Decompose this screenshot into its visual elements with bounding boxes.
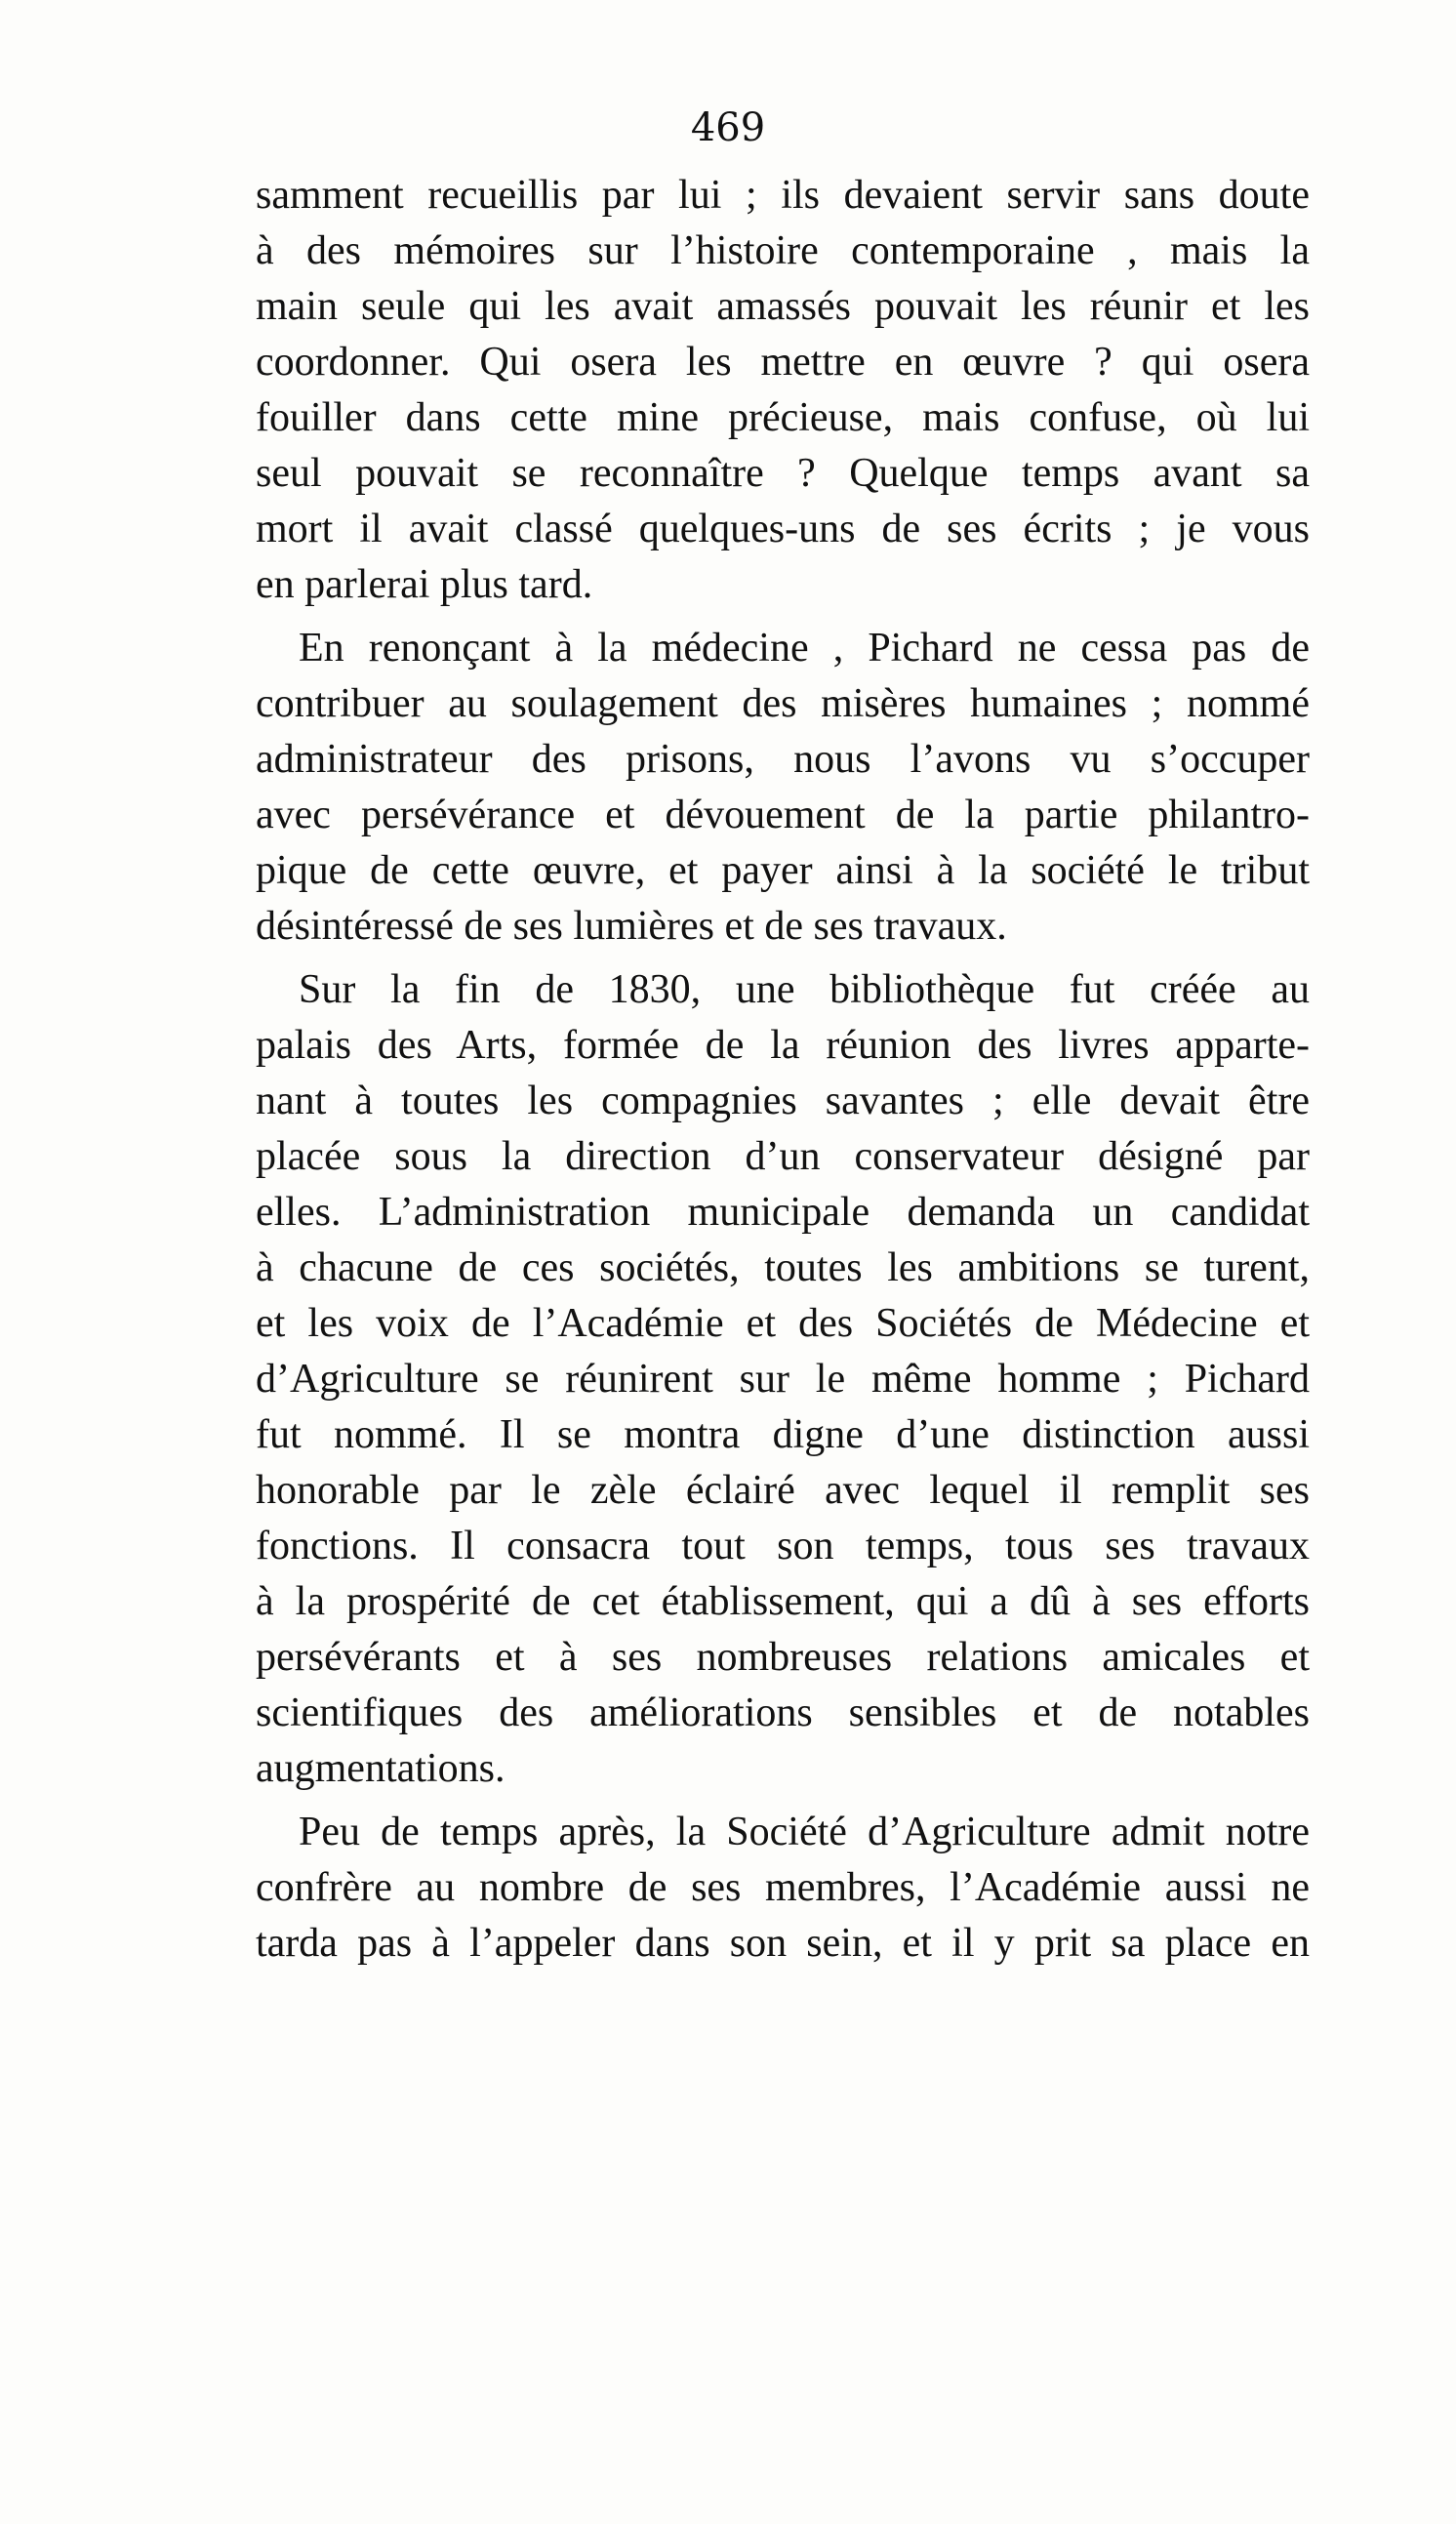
text-line: pique de cette œuvre, et payer ainsi à la société le tribut <box>256 848 1310 893</box>
text-line: tarda pas à l’appeler dans son sein, et il y prit sa place en <box>256 1921 1310 1966</box>
text-line: avec persévérance et dévouement de la partie philantro- <box>256 793 1310 837</box>
text-line: à la prospérité de cet établissement, qui a dû à ses efforts <box>256 1579 1310 1624</box>
paragraph-4 <box>256 1805 1310 1972</box>
body-text <box>256 168 1310 1972</box>
text-line: coordonner. Qui osera les mettre en œuvre ? qui osera <box>256 340 1310 385</box>
page-number: 469 <box>690 105 766 150</box>
text-line: samment recueillis par lui ; ils devaient servir sans doute <box>256 173 1310 218</box>
text-line: main seule qui les avait amassés pouvait les réunir et les <box>256 284 1310 329</box>
text-line: d’Agriculture se réunirent sur le même homme ; Pichard <box>256 1357 1310 1402</box>
text-line: à chacune de ces sociétés, toutes les ambitions se turent, <box>256 1245 1310 1290</box>
text-line: honorable par le zèle éclairé avec lequel il remplit ses <box>256 1468 1310 1513</box>
text-line: en parlerai plus tard. <box>256 562 593 607</box>
text-line: désintéressé de ses lumières et de ses travaux. <box>256 904 1007 949</box>
text-line: nant à toutes les compagnies savantes ; elle devait être <box>256 1079 1310 1123</box>
text-line: En renonçant à la médecine , Pichard ne cessa pas de <box>299 626 1310 671</box>
paragraph-3 <box>256 962 1310 1797</box>
paragraph-2 <box>256 621 1310 955</box>
text-line: Sur la fin de 1830, une bibliothèque fut créée au <box>299 967 1310 1012</box>
text-line: confrère au nombre de ses membres, l’Académie aussi ne <box>256 1865 1310 1910</box>
paragraph-1 <box>256 168 1310 613</box>
text-line: persévérants et à ses nombreuses relations amicales et <box>256 1635 1310 1680</box>
text-line: à des mémoires sur l’histoire contemporaine , mais la <box>256 228 1310 273</box>
text-line: fonctions. Il consacra tout son temps, tous ses travaux <box>256 1524 1310 1568</box>
text-line: placée sous la direction d’un conservateur désigné par <box>256 1134 1310 1179</box>
text-line: fouiller dans cette mine précieuse, mais confuse, où lui <box>256 395 1310 440</box>
text-line: scientifiques des améliorations sensibles et de notables <box>256 1690 1310 1735</box>
text-line: Peu de temps après, la Société d’Agriculture admit notre <box>299 1810 1310 1854</box>
text-line: fut nommé. Il se montra digne d’une distinction aussi <box>256 1412 1310 1457</box>
text-line: mort il avait classé quelques-uns de ses écrits ; je vous <box>256 507 1310 551</box>
text-line: augmentations. <box>256 1746 506 1791</box>
text-line: palais des Arts, formée de la réunion des livres apparte- <box>256 1023 1310 1068</box>
text-line: elles. L’administration municipale demanda un candidat <box>256 1190 1310 1235</box>
text-line: et les voix de l’Académie et des Sociétés de Médecine et <box>256 1301 1310 1346</box>
text-line: administrateur des prisons, nous l’avons vu s’occuper <box>256 737 1310 782</box>
text-line: seul pouvait se reconnaître ? Quelque temps avant sa <box>256 451 1310 496</box>
text-line: contribuer au soulagement des misères humaines ; nommé <box>256 681 1310 726</box>
